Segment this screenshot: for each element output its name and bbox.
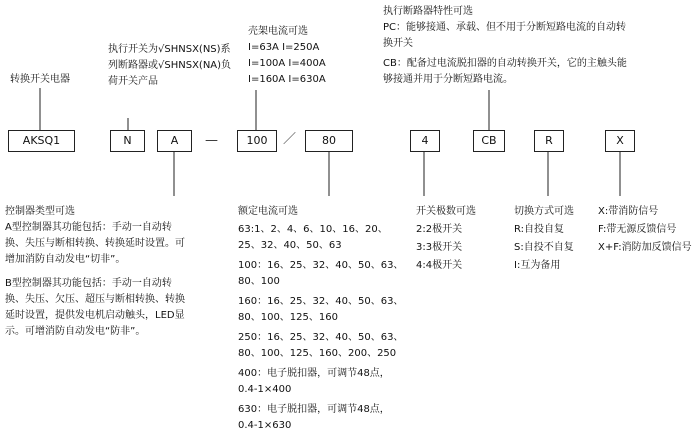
breaker-char-line: 够接通并用于分断短路电流。	[383, 74, 513, 85]
rated-current-line: 400：电子脱扣器，可调节48点，	[238, 368, 390, 379]
breaker-char-line: CB：配备过电流脱扣器的自动转换开关，它的主触头能	[383, 58, 627, 69]
rated-current-line: 80、100、125、160、200、250	[238, 348, 397, 359]
rated-current-line: 0.4-1×630	[238, 420, 292, 431]
controller-line: 换、失压、欠压、超压与断相转换、转换	[5, 294, 185, 305]
poles-line: 4:4极开关	[416, 260, 463, 271]
transfer-line: S:自投不自复	[514, 242, 574, 253]
code-box-switch-type: N	[110, 130, 145, 152]
code-box-model: AKSQ1	[8, 130, 75, 152]
rated-current-line: 63:1、2、4、6、10、16、20、	[238, 224, 388, 235]
separator-slash: ／	[283, 132, 297, 147]
breaker-char-line: 换开关	[383, 38, 413, 49]
rated-current-line: 100：16、25、32、40、50、63、	[238, 260, 404, 271]
code-box-poles: 4	[410, 130, 440, 152]
frame-current-line: 壳架电流可选	[248, 26, 308, 37]
switch-series-line: 列断路器或√SHNSX(NA)负	[108, 60, 232, 71]
code-box-breaker-char: CB	[473, 130, 505, 152]
separator-dash: —	[205, 133, 218, 148]
frame-current-line: I=63A I=250A	[248, 42, 320, 53]
rated-current-line: 250：16、25、32、40、50、63、	[238, 332, 404, 343]
controller-line: 示。可增消防自动发电“防非”。	[5, 326, 146, 337]
switch-series-line: 荷开关产品	[108, 76, 158, 87]
rated-current-line: 额定电流可选	[238, 206, 298, 217]
transfer-line: R:自投自复	[514, 224, 565, 235]
signal-line: F:带无源反馈信号	[598, 224, 677, 235]
rated-current-line: 25、32、40、50、63	[238, 240, 342, 251]
poles-line: 2:2极开关	[416, 224, 463, 235]
controller-line: A型控制器其功能包括：手动一自动转	[5, 222, 172, 233]
code-box-transfer: R	[534, 130, 564, 152]
frame-current-line: I=100A I=400A	[248, 58, 326, 69]
controller-line: 延时设置，提供发电机启动触头，LED显	[5, 310, 185, 321]
frame-current-line: I=160A I=630A	[248, 74, 326, 85]
rated-current-line: 630：电子脱扣器，可调节48点，	[238, 404, 390, 415]
breaker-char-line: PC：能够接通、承载、但不用于分断短路电流的自动转	[383, 22, 627, 33]
poles-line: 3:3极开关	[416, 242, 463, 253]
rated-current-line: 160：16、25、32、40、50、63、	[238, 296, 404, 307]
controller-line: 控制器类型可选	[5, 206, 75, 217]
code-box-signal: X	[605, 130, 635, 152]
signal-line: X+F:消防加反馈信号	[598, 242, 692, 253]
product-label: 转换开关电器	[10, 74, 70, 85]
code-box-controller: A	[157, 130, 192, 152]
rated-current-line: 80、100、125、160	[238, 312, 338, 323]
code-box-frame-current: 100	[237, 130, 277, 152]
controller-line: 换、失压与断相转换、转换延时设置。可	[5, 238, 185, 249]
controller-line: 增加消防自动发电“切非”。	[5, 254, 126, 265]
rated-current-line: 80、100	[238, 276, 280, 287]
transfer-line: I:互为备用	[514, 260, 561, 271]
transfer-line: 切换方式可选	[514, 206, 574, 217]
poles-line: 开关极数可选	[416, 206, 476, 217]
breaker-char-line: 执行断路器特性可选	[383, 6, 473, 17]
signal-line: X:带消防信号	[598, 206, 659, 217]
controller-line: B型控制器其功能包括：手动一自动转	[5, 278, 172, 289]
switch-series-line: 执行开关为√SHNSX(NS)系	[108, 44, 231, 55]
code-box-rated-current: 80	[305, 130, 353, 152]
rated-current-line: 0.4-1×400	[238, 384, 292, 395]
